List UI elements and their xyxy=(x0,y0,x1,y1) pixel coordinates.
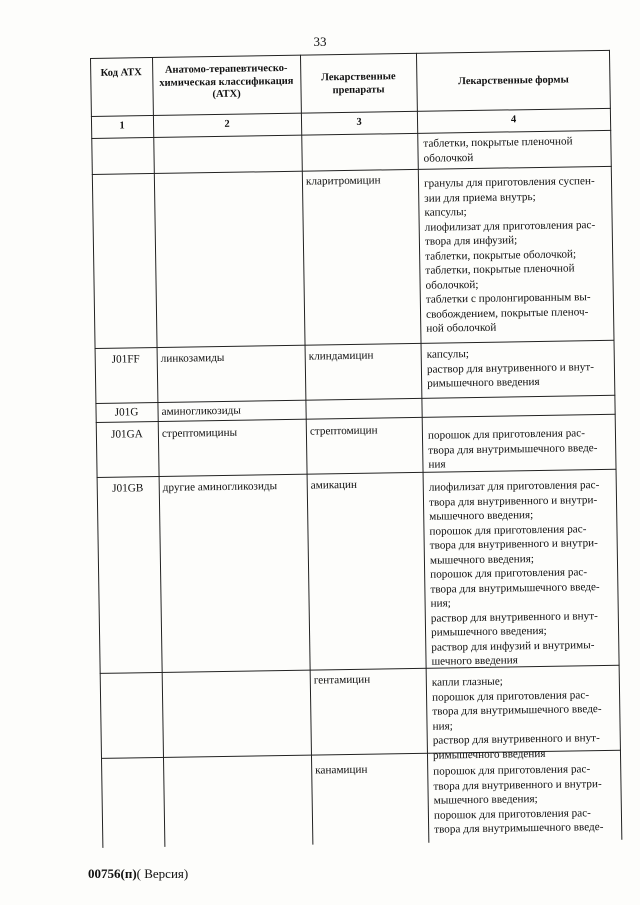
row-7-drug: канамицин xyxy=(315,763,368,777)
page-number: 33 xyxy=(313,34,327,49)
row-5-code: J01GB xyxy=(112,482,144,495)
row-3-code: J01G xyxy=(114,406,139,419)
row-5-forms: лиофилизат для приготовления рас- твора для внутривенного и внутри- мышечного введения; порошок для приготовления рас- твора для внутривенного и внутри- мышечного введения; порошок для приготовления рас- твора для внутримышечного введе- ния; раствор для внутривенного и внут- римышечного введения; раствор для инфузий и внутримы- шечного введения xyxy=(428,479,600,668)
row-6-drug: гентамицин xyxy=(313,673,371,687)
row-4-drug: стрептомицин xyxy=(309,424,378,438)
document-code: 00756(п) xyxy=(88,866,137,881)
column-number-2: 2 xyxy=(224,118,230,130)
row-6-forms: капли глазные; порошок для приготовления рас- твора для внутримышечного введе- ния; раствор для внутривенного и внут- римышечного введения xyxy=(431,675,602,762)
row-5-drug: амикацин xyxy=(310,478,358,492)
header-atc-code: Код АТХ xyxy=(100,67,142,79)
drug-table xyxy=(90,50,622,848)
row-5-class: другие аминогликозиды xyxy=(162,480,278,494)
row-4-code: J01GA xyxy=(110,428,143,441)
row-2-forms: капсулы; раствор для внутривенного и внут- римышечного введения xyxy=(426,348,595,390)
row-4-forms: порошок для приготовления рас- твора для внутримышечного введе- ния xyxy=(427,427,598,471)
column-number-3: 3 xyxy=(356,116,362,128)
document-footer xyxy=(88,866,188,882)
row-2-drug: клиндамицин xyxy=(308,349,374,363)
document-version: ( Версия) xyxy=(136,866,189,881)
row-2-code: J01FF xyxy=(111,353,140,366)
column-number-1: 1 xyxy=(119,120,125,132)
header-drugs: Лекарственные препараты xyxy=(321,71,396,96)
row-1-drug: кларитромицин xyxy=(305,174,381,188)
row-0-forms: таблетки, покрытые пленочной оболочкой xyxy=(423,135,573,165)
row-1-forms: гранулы для приготовления суспен- зии для приема внутрь; капсулы; лиофилизат для приготовления рас- твора для инфузий; таблетки, покрытые оболочкой; таблетки, покрытые пленочной оболочкой; таблетки с пролонгированным вы- свобождением, покрытые пленоч- ной оболочкой xyxy=(423,175,596,335)
row-2-class: линкозамиды xyxy=(160,351,225,365)
header-atc-classification: Анатомо-терапевтическо-химическая классификация (АТХ) xyxy=(159,62,294,101)
row-3-class: аминогликозиды xyxy=(161,404,241,418)
column-number-4: 4 xyxy=(510,114,517,126)
header-dosage-forms: Лекарственные формы xyxy=(457,74,569,88)
row-7-forms: порошок для приготовления рас- твора для внутривенного и внутри- мышечного введения; порошок для приготовления рас- твора для внутримышечного введе- xyxy=(433,763,604,836)
row-4-class: стрептомицины xyxy=(161,426,238,440)
